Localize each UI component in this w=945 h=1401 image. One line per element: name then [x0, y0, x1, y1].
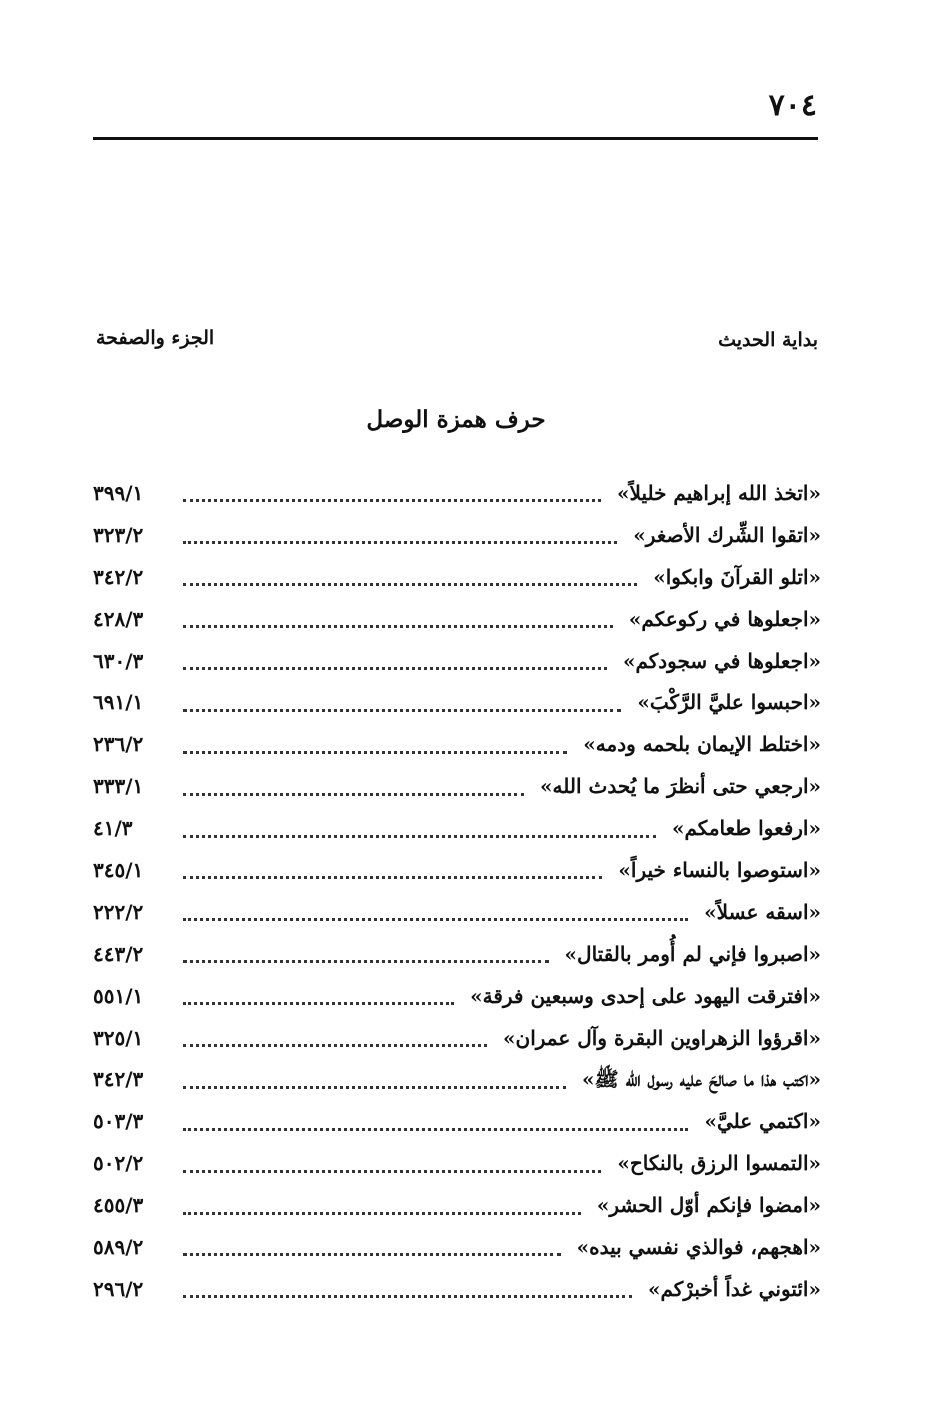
leader-dots: [183, 709, 621, 712]
index-entry: [93, 1017, 821, 1059]
entry-text: «استوصوا بالنساء خيراً»: [618, 857, 821, 882]
leader-dots: [183, 1086, 566, 1089]
leader-dots: [183, 667, 607, 670]
leader-dots: [183, 1253, 561, 1256]
leader-dots: [183, 835, 656, 838]
entry-text: «اتخذ الله إبراهيم خليلاً»: [617, 480, 821, 505]
index-entry: [93, 1268, 821, 1310]
entry-reference: ٣٩٩/١: [93, 480, 144, 505]
entry-reference: ٢٣٦/٢: [93, 732, 144, 757]
index-entry: [93, 1226, 821, 1268]
entry-reference: ٣٢٣/٢: [93, 522, 144, 547]
index-entry: [93, 849, 821, 891]
entry-text: «اسقه عسلاً»: [704, 899, 821, 924]
entry-reference: ٤٢٨/٣: [93, 606, 144, 631]
leader-dots: [183, 793, 524, 796]
index-entry: [93, 472, 821, 514]
header-rule: [93, 137, 818, 140]
index-entry: [93, 975, 821, 1017]
entry-text: «اجعلوها في سجودكم»: [622, 648, 821, 673]
entry-reference: ٣٢٥/١: [93, 1025, 144, 1050]
entry-reference: ٦٣٠/٣: [93, 648, 144, 673]
leader-dots: [183, 751, 567, 754]
leader-dots: [183, 1212, 581, 1215]
entry-text: «اهجهم، فوالذي نفسي بيده»: [576, 1234, 821, 1259]
entry-reference: ٤١/٣: [93, 816, 133, 841]
entry-text: «ارفعوا طعامكم»: [671, 816, 821, 841]
entry-reference: ٥٥١/١: [93, 983, 144, 1008]
leader-dots: [183, 625, 613, 628]
index-entry: [93, 933, 821, 975]
entry-text: «ائتوني غداً أخبرْكم»: [648, 1276, 821, 1301]
entry-text: «اكتمي عليَّ»: [704, 1109, 821, 1134]
index-entry: [93, 807, 821, 849]
index-entry: [93, 640, 821, 682]
entry-text: «ارجعي حتى أنظرَ ما يُحدث الله»: [540, 774, 821, 799]
leader-dots: [183, 1128, 688, 1131]
index-entry: [93, 765, 821, 807]
column-header-volume-page: الجزء والصفحة: [96, 327, 215, 349]
hadith-index-list: [93, 472, 821, 1310]
leader-dots: [183, 1295, 632, 1298]
entry-reference: ٥٠٣/٣: [93, 1109, 144, 1134]
index-entry: [93, 1058, 821, 1100]
leader-dots: [183, 1044, 487, 1047]
entry-text: «اصبروا فإني لم أُومر بالقتال»: [564, 941, 821, 966]
leader-dots: [183, 1170, 601, 1173]
entry-reference: ٣٤٥/١: [93, 857, 144, 882]
page-number: ٧٠٤: [768, 88, 817, 123]
entry-reference: ٤٥٥/٣: [93, 1193, 144, 1218]
leader-dots: [183, 583, 637, 586]
entry-text: «افترقت اليهود على إحدى وسبعين فرقة»: [470, 983, 821, 1008]
entry-text: «امضوا فإنكم أوّل الحشر»: [596, 1193, 821, 1218]
entry-reference: ٣٣٣/١: [93, 774, 144, 799]
index-entry: [93, 723, 821, 765]
entry-text: «اختلط الإيمان بلحمه ودمه»: [583, 732, 821, 757]
leader-dots: [183, 1002, 454, 1005]
section-title: حرف همزة الوصل: [366, 406, 546, 433]
index-entry: [93, 1100, 821, 1142]
index-entry: [93, 514, 821, 556]
entry-reference: ٥٠٢/٢: [93, 1151, 144, 1176]
leader-dots: [183, 499, 601, 502]
entry-text: «احبسوا عليَّ الرَّكْبَ»: [637, 690, 821, 715]
index-entry: [93, 556, 821, 598]
entry-text: «اتلو القرآنَ وابكوا»: [653, 564, 821, 589]
leader-dots: [183, 960, 549, 963]
entry-text: «اكتب هذا ما صالحَ عليه رسول الله ﷺ»: [581, 1067, 821, 1092]
index-entry: [93, 891, 821, 933]
entry-reference: ٢٢٢/٢: [93, 899, 144, 924]
entry-text: «اتقوا الشِّرك الأصغر»: [633, 522, 821, 547]
index-entry: [93, 598, 821, 640]
entry-reference: ٥٨٩/٢: [93, 1234, 144, 1259]
entry-reference: ٣٤٢/٣: [93, 1067, 144, 1092]
entry-text: «اقرؤوا الزهراوين البقرة وآل عمران»: [503, 1025, 821, 1050]
leader-dots: [183, 541, 617, 544]
entry-reference: ٤٤٣/٢: [93, 941, 144, 966]
leader-dots: [183, 918, 688, 921]
index-entry: [93, 1142, 821, 1184]
entry-reference: ٦٩١/١: [93, 690, 144, 715]
entry-text: «اجعلوها في ركوعكم»: [628, 606, 821, 631]
entry-reference: ٣٤٢/٢: [93, 564, 144, 589]
leader-dots: [183, 876, 602, 879]
entry-reference: ٢٩٦/٢: [93, 1276, 144, 1301]
index-entry: [93, 1184, 821, 1226]
index-entry: [93, 681, 821, 723]
entry-text: «التمسوا الرزق بالنكاح»: [617, 1151, 821, 1176]
column-header-hadith-start: بداية الحديث: [718, 329, 818, 351]
